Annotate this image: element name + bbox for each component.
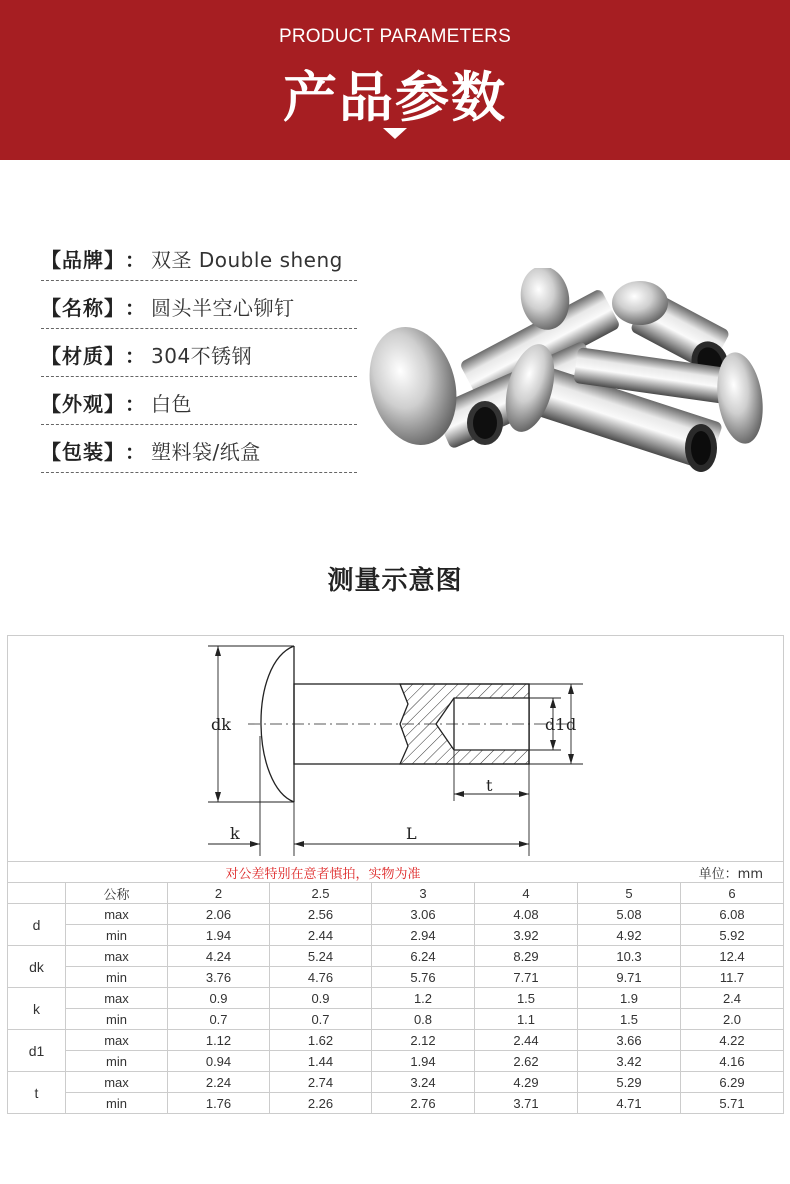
table-cell: 4.24	[168, 946, 270, 967]
spec-row-brand	[41, 236, 357, 284]
table-row	[8, 946, 784, 967]
table-cell: 2.12	[372, 1030, 475, 1051]
param-name: k	[8, 988, 66, 1030]
dashed-divider	[41, 472, 357, 473]
table-cell: 6.24	[372, 946, 475, 967]
spec-value: 白色	[151, 392, 192, 416]
dashed-divider	[41, 376, 357, 377]
table-cell: 0.8	[372, 1009, 475, 1030]
table-cell: 3.42	[578, 1051, 681, 1072]
parameter-table	[7, 882, 784, 1114]
table-cell: 1.5	[578, 1009, 681, 1030]
label-t: t	[486, 776, 493, 795]
table-row	[8, 1051, 784, 1072]
table-cell: 4.29	[475, 1072, 578, 1093]
table-cell: 2.24	[168, 1072, 270, 1093]
min-label: min	[66, 967, 168, 988]
spec-label: 【品牌】	[41, 248, 125, 272]
min-label: min	[66, 1093, 168, 1114]
size-header: 5	[578, 883, 681, 904]
table-cell: 2.26	[270, 1093, 372, 1114]
max-label: max	[66, 1030, 168, 1051]
table-header-row	[8, 883, 784, 904]
table-cell: 1.44	[270, 1051, 372, 1072]
table-cell	[8, 883, 66, 904]
table-cell: 0.9	[270, 988, 372, 1009]
spec-row-appearance	[41, 380, 357, 428]
label-d: d	[566, 715, 577, 734]
spec-label: 【名称】	[41, 296, 125, 320]
table-cell: 8.29	[475, 946, 578, 967]
spec-list	[41, 236, 357, 476]
table-cell: 4.76	[270, 967, 372, 988]
max-label: max	[66, 946, 168, 967]
table-cell: 5.08	[578, 904, 681, 925]
table-cell: 2.56	[270, 904, 372, 925]
table-cell: 5.92	[681, 925, 784, 946]
table-cell: 12.4	[681, 946, 784, 967]
spec-value: 双圣 Double sheng	[151, 248, 343, 272]
table-cell: 1.1	[475, 1009, 578, 1030]
spec-colon: ：	[125, 296, 145, 320]
table-cell: 1.62	[270, 1030, 372, 1051]
table-cell: 1.12	[168, 1030, 270, 1051]
table-row	[8, 1009, 784, 1030]
table-cell: 7.71	[475, 967, 578, 988]
table-cell: 10.3	[578, 946, 681, 967]
table-cell: 2.74	[270, 1072, 372, 1093]
size-header: 2	[168, 883, 270, 904]
spec-value: 304不锈钢	[151, 344, 253, 368]
dashed-divider	[41, 424, 357, 425]
table-row	[8, 1072, 784, 1093]
table-cell: 9.71	[578, 967, 681, 988]
spec-colon: ：	[125, 344, 145, 368]
table-cell: 5.24	[270, 946, 372, 967]
table-cell: 0.7	[168, 1009, 270, 1030]
table-row	[8, 988, 784, 1009]
table-cell: 2.44	[475, 1030, 578, 1051]
size-header: 3	[372, 883, 475, 904]
min-label: min	[66, 925, 168, 946]
header-banner	[0, 0, 790, 160]
table-cell: 5.76	[372, 967, 475, 988]
table-row	[8, 925, 784, 946]
table-cell: 5.71	[681, 1093, 784, 1114]
nominal-label: 公称	[66, 883, 168, 904]
table-cell: 3.66	[578, 1030, 681, 1051]
label-k: k	[230, 824, 240, 843]
unit-label: 单位：mm	[698, 867, 763, 882]
table-cell: 2.0	[681, 1009, 784, 1030]
spec-row-package	[41, 428, 357, 476]
param-name: d	[8, 904, 66, 946]
table-cell: 2.94	[372, 925, 475, 946]
table-cell: 2.4	[681, 988, 784, 1009]
table-row	[8, 1030, 784, 1051]
table-cell: 0.7	[270, 1009, 372, 1030]
tolerance-note: 对公差特别在意者慎拍，实物为准	[225, 867, 421, 882]
table-cell: 3.71	[475, 1093, 578, 1114]
header-title-en: PRODUCT PARAMETERS	[279, 26, 511, 47]
table-cell: 2.44	[270, 925, 372, 946]
section-title: 测量示意图	[327, 566, 463, 596]
table-cell: 11.7	[681, 967, 784, 988]
spec-label: 【材质】	[41, 344, 125, 368]
table-cell: 4.16	[681, 1051, 784, 1072]
table-cell: 1.94	[372, 1051, 475, 1072]
table-row	[8, 1093, 784, 1114]
table-cell: 3.76	[168, 967, 270, 988]
table-row	[8, 967, 784, 988]
product-photo	[365, 268, 775, 498]
table-cell: 3.24	[372, 1072, 475, 1093]
table-cell: 4.08	[475, 904, 578, 925]
label-dk: dk	[211, 715, 231, 734]
down-arrow-icon	[383, 128, 407, 139]
spec-colon: ：	[125, 248, 145, 272]
table-cell: 6.29	[681, 1072, 784, 1093]
max-label: max	[66, 904, 168, 925]
table-cell: 5.29	[578, 1072, 681, 1093]
spec-row-material	[41, 332, 357, 380]
min-label: min	[66, 1051, 168, 1072]
header-title-cn: 产品参数	[283, 66, 507, 129]
dashed-divider	[41, 280, 357, 281]
label-L: L	[406, 824, 417, 843]
table-cell: 1.94	[168, 925, 270, 946]
spec-value: 塑料袋/纸盒	[151, 440, 261, 464]
param-name: t	[8, 1072, 66, 1114]
table-cell: 0.94	[168, 1051, 270, 1072]
spec-value: 圆头半空心铆钉	[151, 296, 295, 320]
table-cell: 4.71	[578, 1093, 681, 1114]
max-label: max	[66, 988, 168, 1009]
spec-label: 【包装】	[41, 440, 125, 464]
dimension-drawing-box	[7, 635, 784, 862]
min-label: min	[66, 1009, 168, 1030]
label-d1: d1	[545, 715, 566, 734]
table-cell: 1.76	[168, 1093, 270, 1114]
table-cell: 6.08	[681, 904, 784, 925]
size-header: 2.5	[270, 883, 372, 904]
table-cell: 1.5	[475, 988, 578, 1009]
size-header: 6	[681, 883, 784, 904]
table-cell: 3.06	[372, 904, 475, 925]
dashed-divider	[41, 328, 357, 329]
table-cell: 4.92	[578, 925, 681, 946]
table-cell: 0.9	[168, 988, 270, 1009]
param-name: d1	[8, 1030, 66, 1072]
spec-row-name	[41, 284, 357, 332]
size-header: 4	[475, 883, 578, 904]
table-cell: 1.2	[372, 988, 475, 1009]
table-cell: 2.06	[168, 904, 270, 925]
rivet-dimension-drawing	[8, 636, 783, 862]
table-cell: 2.76	[372, 1093, 475, 1114]
table-cell: 1.9	[578, 988, 681, 1009]
table-notes-row	[7, 861, 784, 883]
max-label: max	[66, 1072, 168, 1093]
spec-label: 【外观】	[41, 392, 125, 416]
table-cell: 4.22	[681, 1030, 784, 1051]
spec-colon: ：	[125, 440, 145, 464]
table-row	[8, 904, 784, 925]
table-cell: 2.62	[475, 1051, 578, 1072]
param-name: dk	[8, 946, 66, 988]
spec-colon: ：	[125, 392, 145, 416]
table-cell: 3.92	[475, 925, 578, 946]
